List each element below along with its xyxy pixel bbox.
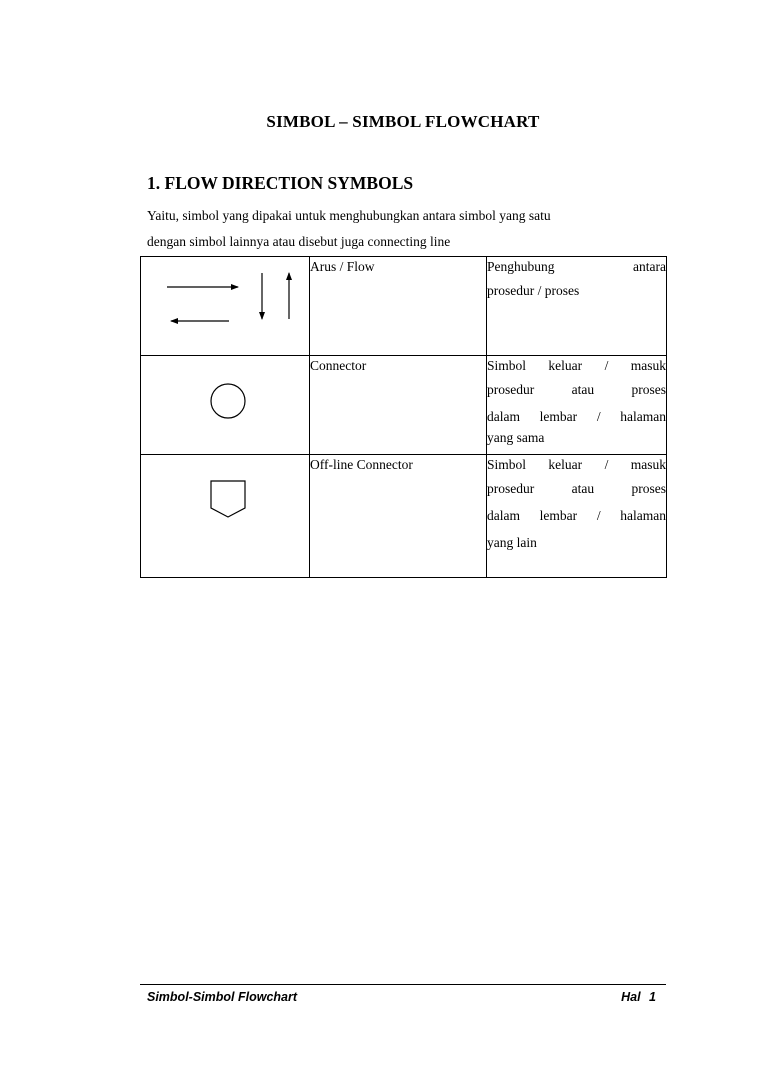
intro-line: dengan simbol lainnya atau disebut juga connecting line	[147, 234, 451, 249]
table-row	[141, 455, 667, 578]
symbol-name-cell	[310, 455, 487, 578]
desc-line: prosedur atau proses	[487, 481, 666, 496]
table-row	[141, 356, 667, 455]
desc-line: Penghubung antara	[487, 259, 666, 274]
symbol-name: Off-line Connector	[310, 457, 413, 472]
intro-line: Yaitu, simbol yang dipakai untuk menghubungkan antara simbol yang satu	[147, 208, 551, 223]
table-row	[141, 257, 667, 356]
symbol-cell	[141, 257, 310, 356]
desc-line: yang sama	[487, 430, 545, 445]
intro-paragraph	[147, 203, 647, 255]
desc-line: prosedur atau proses	[487, 382, 666, 397]
offline-connector-pentagon-icon	[141, 455, 309, 577]
desc-line: Simbol keluar / masuk	[487, 457, 666, 472]
section-heading: 1. FLOW DIRECTION SYMBOLS	[147, 173, 414, 193]
footer-document-title: Simbol-Simbol Flowchart	[147, 990, 298, 1004]
desc-line: Simbol keluar / masuk	[487, 358, 666, 373]
symbol-desc-cell	[487, 455, 667, 578]
desc-line: dalam lembar / halaman	[487, 409, 666, 424]
desc-line: dalam lembar / halaman	[487, 508, 666, 523]
symbol-desc-cell	[487, 356, 667, 455]
symbols-table	[140, 256, 667, 578]
symbol-name: Connector	[310, 358, 367, 373]
symbol-desc-cell	[487, 257, 667, 356]
desc-line: prosedur / proses	[487, 283, 580, 298]
connector-circle-icon	[141, 356, 309, 454]
desc-line: yang lain	[487, 535, 537, 550]
footer-page-number: Hal 1	[621, 990, 656, 1004]
flow-arrows-icon	[141, 257, 309, 355]
symbol-cell	[141, 455, 310, 578]
symbol-name: Arus / Flow	[310, 259, 375, 274]
footer-divider	[140, 984, 666, 985]
page-title: SIMBOL – SIMBOL FLOWCHART	[266, 112, 540, 131]
symbol-cell	[141, 356, 310, 455]
symbol-name-cell	[310, 257, 487, 356]
symbol-name-cell	[310, 356, 487, 455]
